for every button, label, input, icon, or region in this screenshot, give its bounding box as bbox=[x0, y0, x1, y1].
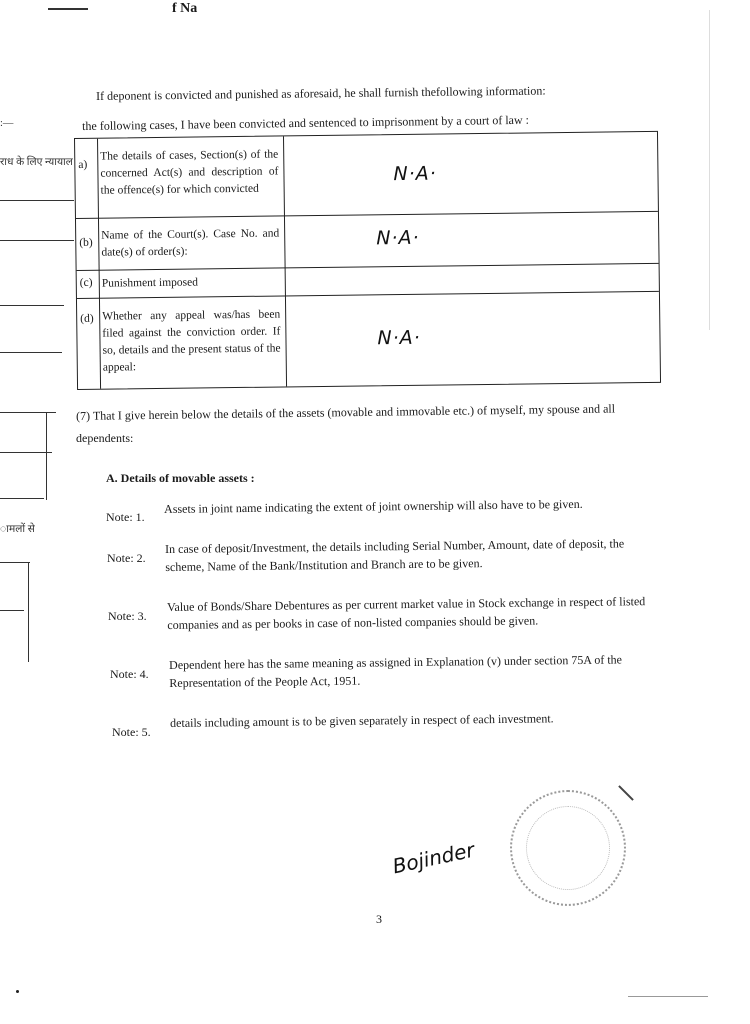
row-answer: N·A· bbox=[393, 162, 437, 186]
row-answer: N·A· bbox=[376, 226, 420, 250]
row-label: (b) bbox=[79, 236, 93, 249]
bleed-vline bbox=[28, 562, 29, 662]
note-label: Note: 3. bbox=[108, 609, 147, 623]
note-label: Note: 2. bbox=[107, 551, 146, 565]
right-edge-line bbox=[709, 10, 710, 330]
intro-line-1: If deponent is convicted and punished as aforesaid, he shall furnish thefollowing information: bbox=[96, 83, 546, 103]
table-row bbox=[77, 292, 660, 391]
assets-intro-line-1: (7) That I give herein below the details of the assets (movable and immovable etc.) of myself, my spouse and all bbox=[76, 401, 616, 423]
section-heading: A. Details of movable assets : bbox=[106, 471, 255, 485]
table-row bbox=[76, 212, 659, 271]
bottom-scan-line bbox=[628, 996, 708, 997]
note-text: In case of deposit/Investment, the details including Serial Number, Amount, date of deposit, the scheme, Name of the Bank/Institution and Branch are to be given. bbox=[165, 536, 625, 574]
bleed-line bbox=[0, 352, 62, 353]
note-text: Assets in joint name indicating the extent of joint ownership will also have to be given. bbox=[164, 496, 583, 516]
bleed-line bbox=[0, 452, 52, 453]
row-description: Whether any appeal was/has been filed against the conviction order. If so, details and the present status of the appeal: bbox=[102, 308, 281, 374]
bleed-line bbox=[0, 200, 74, 201]
top-scan-line bbox=[48, 8, 88, 10]
note-label: Note: 4. bbox=[110, 667, 149, 681]
bleed-hindi-text: ामलों से bbox=[0, 524, 35, 535]
bleed-mark: :— bbox=[0, 118, 14, 129]
bottom-dot bbox=[16, 990, 19, 993]
row-description: Name of the Court(s). Case No. and date(s) of order(s): bbox=[101, 227, 280, 259]
seal-inner-ring bbox=[526, 806, 610, 890]
conviction-details-table bbox=[74, 131, 661, 390]
bleed-line bbox=[0, 562, 30, 563]
note-label: Note: 1. bbox=[106, 510, 145, 524]
bleed-line bbox=[0, 610, 24, 611]
note-text: details including amount is to be given separately in respect of each investment. bbox=[170, 711, 554, 730]
bleed-line bbox=[0, 240, 74, 241]
bleed-hindi-text: राध के लिए न्यायाल bbox=[0, 157, 73, 168]
bleed-line bbox=[0, 498, 44, 499]
bleed-line bbox=[0, 305, 64, 306]
row-answer: N·A· bbox=[377, 326, 421, 350]
table-row bbox=[75, 132, 658, 219]
seal-mark bbox=[618, 785, 634, 801]
assets-intro-line-2: dependents: bbox=[76, 431, 134, 445]
row-description: Punishment imposed bbox=[101, 276, 199, 290]
note-text: Value of Bonds/Share Debentures as per current market value in Stock exchange in respect of listed companies and as per books in case of non-listed companies should be given. bbox=[167, 594, 646, 632]
row-label: a) bbox=[78, 158, 88, 171]
official-seal-stamp bbox=[510, 790, 626, 906]
row-label: (c) bbox=[79, 276, 93, 289]
bleed-vline bbox=[46, 412, 47, 500]
row-description: The details of cases, Section(s) of the concerned Act(s) and description of the offence(s) for which convicted bbox=[100, 148, 279, 197]
header-fragment: f Na bbox=[172, 1, 198, 16]
page-number: 3 bbox=[376, 912, 382, 926]
note-text: Dependent here has the same meaning as assigned in Explanation (v) under section 75A of the Representation of the People Act, 1951. bbox=[169, 652, 623, 690]
bleed-line bbox=[0, 412, 56, 413]
note-label: Note: 5. bbox=[112, 725, 151, 739]
handwritten-signature: Bojinder bbox=[390, 837, 477, 879]
row-label: (d) bbox=[80, 312, 94, 325]
intro-line-2: the following cases, I have been convicted and sentenced to imprisonment by a court of law : bbox=[82, 112, 530, 133]
